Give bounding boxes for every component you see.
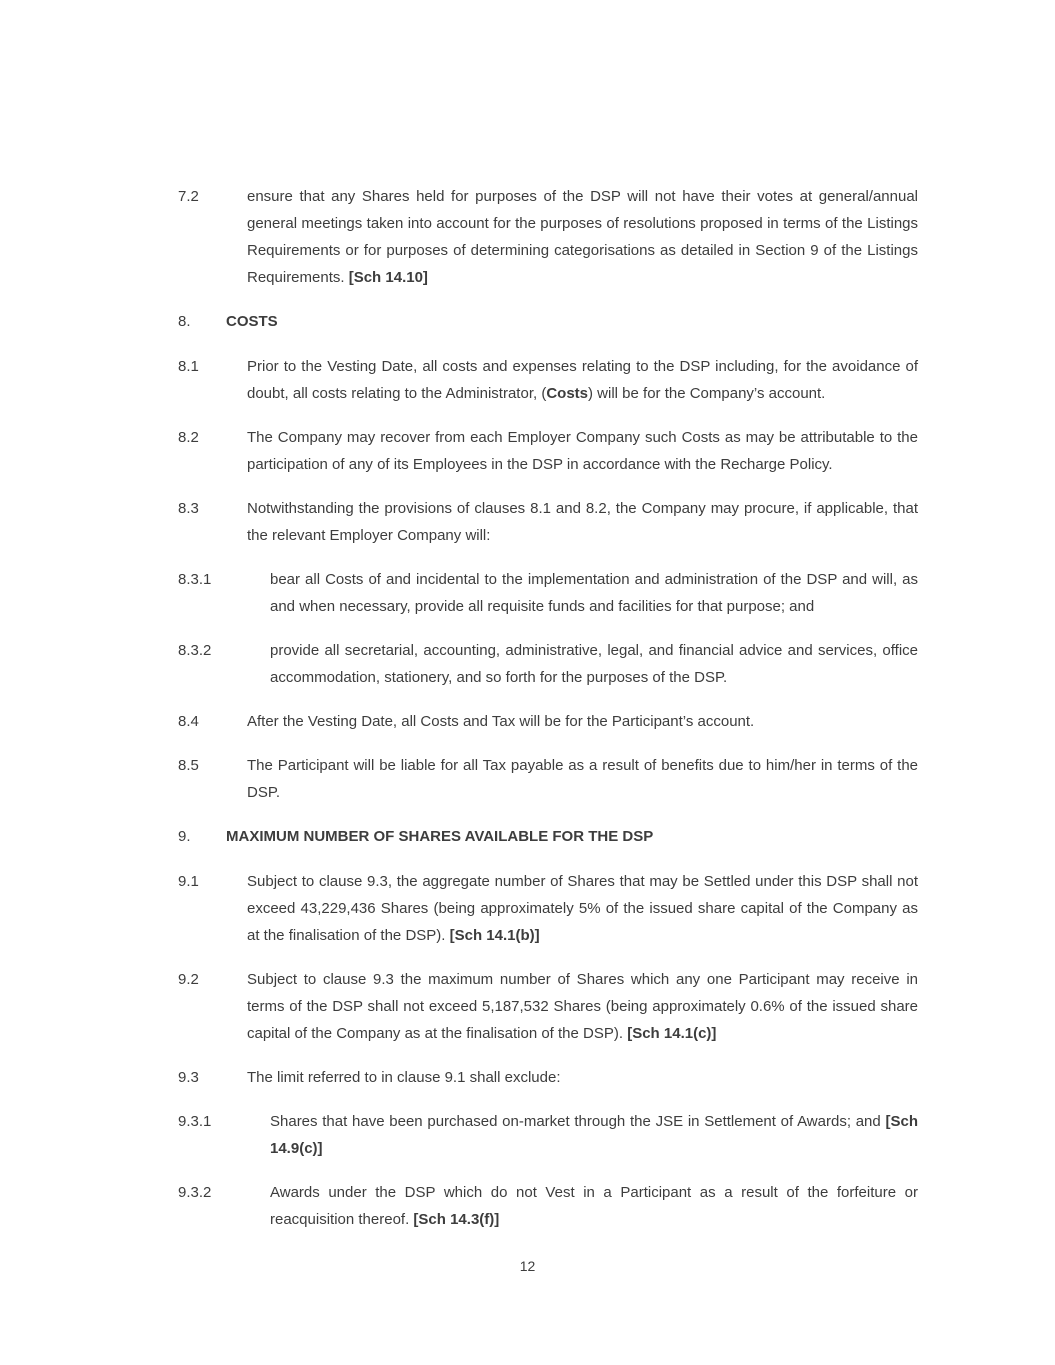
clause-text [226, 823, 918, 850]
clause-number: 9.2 [178, 971, 199, 988]
bold-text-run: MAXIMUM NUMBER OF SHARES AVAILABLE FOR THE DSP [226, 828, 654, 845]
text-run: Shares that have been purchased on-market through the JSE in Settlement of Awards; and [270, 1113, 886, 1130]
clause-text [247, 708, 918, 735]
text-run: The Participant will be liable for all Tax payable as a result of benefits due to him/her in terms of the DSP. [247, 757, 918, 801]
bold-text-run: COSTS [226, 313, 278, 330]
text-run: ) will be for the Company’s account. [588, 385, 826, 402]
text-run: After the Vesting Date, all Costs and Tax will be for the Participant’s account. [247, 713, 755, 730]
clause-text [270, 566, 918, 620]
clause-paragraph [178, 353, 918, 407]
text-run: Subject to clause 9.3, the aggregate number of Shares that may be Settled under this DSP shall not exceed 43,229,436 Shares (being approximately 5% of the issued share capital of the Company as at the finalisation of the DSP). [247, 873, 918, 944]
clause-paragraph [178, 637, 918, 691]
clause-number: 8.3 [178, 500, 199, 517]
text-run: ensure that any Shares held for purposes of the DSP will not have their votes at general/annual general meetings taken into account for the purposes of resolutions proposed in terms of the Listings Requirements or for purposes of determining categorisations as detailed in Section 9 of the Listings Requirements. [247, 188, 918, 286]
text-run: Awards under the DSP which do not Vest in a Participant as a result of the forfeiture or reacquisition thereof. [270, 1184, 918, 1228]
clause-text [247, 183, 918, 291]
bold-text-run: [Sch 14.10] [348, 269, 428, 286]
clause-text [270, 1108, 918, 1162]
clause-text [247, 868, 918, 949]
page-footer [0, 1258, 1055, 1274]
clause-paragraph [178, 752, 918, 806]
clause-number: 8. [178, 313, 191, 330]
section-heading [178, 308, 918, 335]
text-run: Subject to clause 9.3 the maximum number of Shares which any one Participant may receive in terms of the DSP shall not exceed 5,187,532 Shares (being approximately 0.6% of the issued share capital of the Company as at the finalisation of the DSP). [247, 971, 918, 1042]
text-run: Notwithstanding the provisions of clauses 8.1 and 8.2, the Company may procure, if applicable, that the relevant Employer Company will: [247, 500, 918, 544]
clause-paragraph [178, 424, 918, 478]
bold-text-run: [Sch 14.3(f)] [413, 1211, 500, 1228]
clause-paragraph [178, 708, 918, 735]
clause-paragraph [178, 495, 918, 549]
clause-paragraph [178, 183, 918, 291]
clause-number: 8.2 [178, 429, 199, 446]
clause-number: 7.2 [178, 188, 199, 205]
bold-text-run: [Sch 14.1(c)] [627, 1025, 717, 1042]
clause-text [247, 966, 918, 1047]
text-run: Prior to the Vesting Date, all costs and expenses relating to the DSP including, for the avoidance of doubt, all costs relating to the Administrator, ( [247, 358, 918, 402]
text-run: The Company may recover from each Employer Company such Costs as may be attributable to the participation of any of its Employees in the DSP in accordance with the Recharge Policy. [247, 429, 918, 473]
clause-paragraph [178, 966, 918, 1047]
section-heading [178, 823, 918, 850]
clause-text [247, 1064, 918, 1091]
clause-number: 8.4 [178, 713, 199, 730]
clause-number: 9.3.2 [178, 1184, 212, 1201]
bold-text-run: [Sch 14.9(c)] [270, 1113, 918, 1157]
clause-number: 8.1 [178, 358, 199, 375]
clause-paragraph [178, 1179, 918, 1233]
clause-number: 9. [178, 828, 191, 845]
clause-number: 9.1 [178, 873, 199, 890]
clause-text [247, 495, 918, 549]
clause-number: 9.3.1 [178, 1113, 212, 1130]
clause-text [247, 752, 918, 806]
clause-number: 8.5 [178, 757, 199, 774]
clause-text [270, 637, 918, 691]
page-number: 12 [519, 1258, 536, 1274]
clause-text [247, 353, 918, 407]
document-body [178, 183, 918, 1250]
text-run: provide all secretarial, accounting, administrative, legal, and financial advice and services, office accommodation, stationery, and so forth for the purposes of the DSP. [270, 642, 918, 686]
clause-text [226, 308, 918, 335]
clause-number: 8.3.1 [178, 571, 212, 588]
bold-text-run: [Sch 14.1(b)] [449, 927, 540, 944]
clause-number: 9.3 [178, 1069, 199, 1086]
clause-paragraph [178, 1108, 918, 1162]
clause-text [270, 1179, 918, 1233]
clause-paragraph [178, 868, 918, 949]
clause-number: 8.3.2 [178, 642, 212, 659]
text-run: The limit referred to in clause 9.1 shall exclude: [247, 1069, 561, 1086]
clause-paragraph [178, 1064, 918, 1091]
clause-paragraph [178, 566, 918, 620]
bold-text-run: Costs [546, 385, 589, 402]
text-run: bear all Costs of and incidental to the implementation and administration of the DSP and will, as and when necessary, provide all requisite funds and facilities for that purpose; and [270, 571, 918, 615]
clause-text [247, 424, 918, 478]
